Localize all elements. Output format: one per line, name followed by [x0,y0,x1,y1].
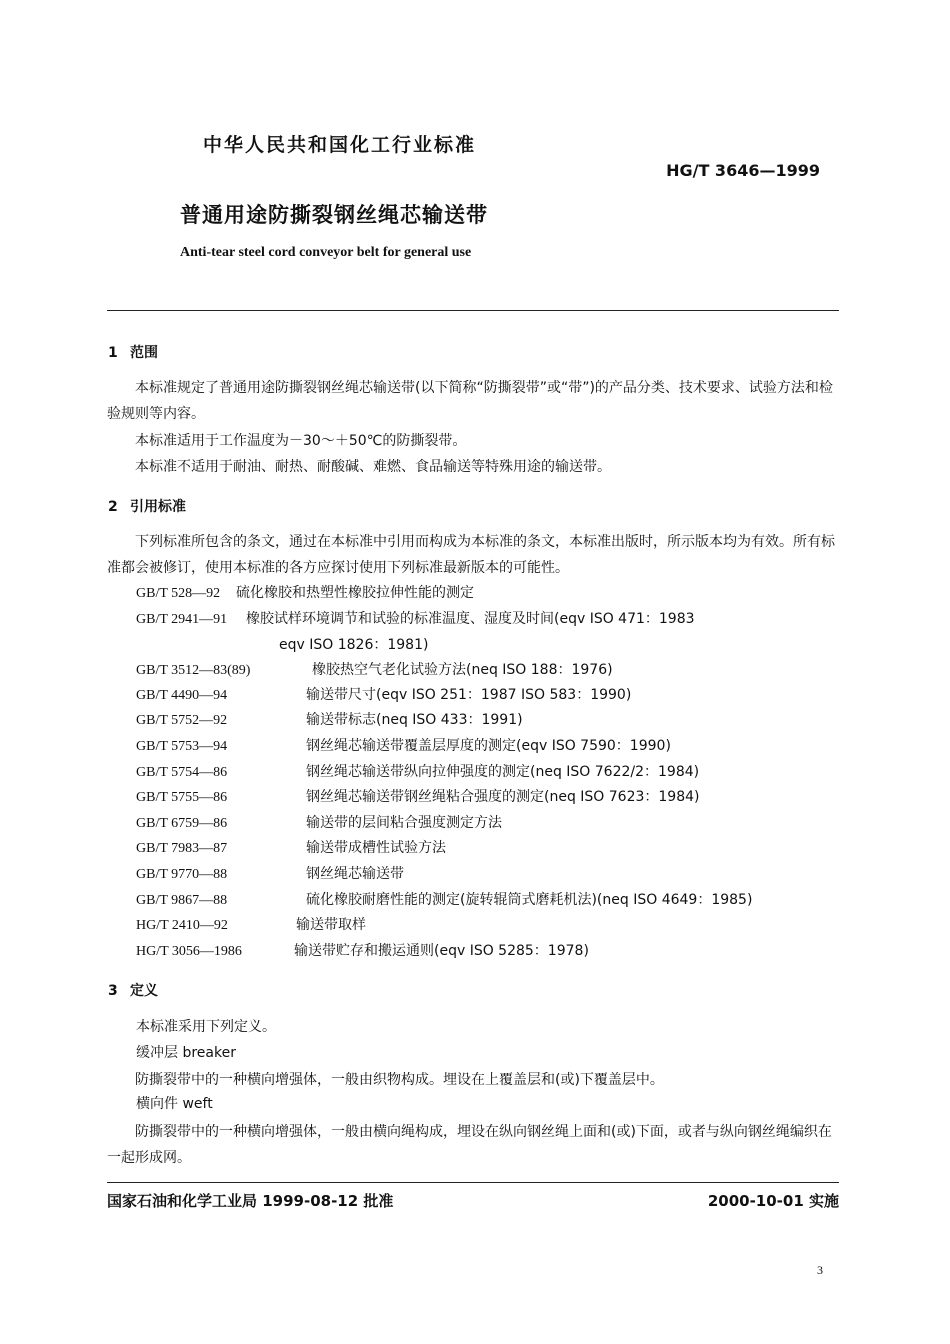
reference-code: HG/T 3056—1986 [136,944,242,959]
section-number: 3 [108,983,118,999]
section-title: 引用标准 [130,499,186,515]
reference-item [136,582,474,602]
definition-weft: 防撕裂带中的一种横向增强体，一般由横向绳构成，埋设在纵向钢丝绳上面和(或)下面，或者与纵向钢丝绳编织在一起形成网。 [107,1124,832,1166]
reference-item [136,889,752,909]
document-title: 普通用途防撕裂钢丝绳芯输送带 [180,203,488,227]
section-number: 2 [108,499,118,515]
reference-code: HG/T 2410—92 [136,918,228,933]
standard-number: HG/T 3646—1999 [666,161,820,180]
reference-title: 输送带成槽性试验方法 [306,840,446,856]
section-number: 1 [108,345,118,361]
page-number: 3 [817,1263,823,1277]
reference-code: GB/T 5754—86 [136,765,228,780]
reference-title: 输送带的层间粘合强度测定方法 [306,815,502,831]
reference-code: GB/T 6759—86 [136,816,228,831]
reference-title: 钢丝绳芯输送带纵向拉伸强度的测定(neq ISO 7622/2：1984) [306,764,700,780]
header-divider [107,310,839,311]
reference-title: 输送带标志(neq ISO 433：1991) [306,712,523,728]
section-1-paragraph-3: 本标准不适用于耐油、耐热、耐酸碱、难燃、食品输送等特殊用途的输送带。 [135,459,611,475]
reference-item [136,735,671,755]
reference-title: 输送带贮存和搬运通则(eqv ISO 5285：1978) [294,943,589,959]
implementation-date: 2000-10-01 实施 [707,1192,839,1210]
reference-title: 硫化橡胶耐磨性能的测定(旋转辊筒式磨耗机法)(neq ISO 4649：1985) [306,892,753,908]
reference-title: 钢丝绳芯输送带 [306,866,404,882]
reference-code: GB/T 4490—94 [136,688,228,703]
reference-title: 橡胶热空气老化试验方法(neq ISO 188：1976) [312,662,613,678]
reference-title: 输送带尺寸(eqv ISO 251：1987 ISO 583：1990) [306,687,632,703]
reference-item [136,914,366,934]
reference-item [136,837,446,857]
term-breaker: 缓冲层 breaker [136,1045,236,1061]
reference-code: GB/T 5755—86 [136,790,228,805]
section-2-intro: 下列标准所包含的条文，通过在本标准中引用而构成为本标准的条文，本标准出版时，所示版本均为有效。所有标准都会被修订，使用本标准的各方应探讨使用下列标准最新版本的可能性。 [107,534,835,576]
section-3-intro: 本标准采用下列定义。 [136,1019,276,1035]
definition-breaker: 防撕裂带中的一种横向增强体，一般由织物构成。埋设在上覆盖层和(或)下覆盖层中。 [135,1072,664,1088]
section-1-paragraph-2: 本标准适用于工作温度为－30～＋50℃的防撕裂带。 [135,433,467,449]
reference-code: GB/T 2941—91 [136,612,228,627]
reference-title: 输送带取样 [296,917,366,933]
section-3-heading [108,980,158,1000]
reference-item [136,786,700,806]
reference-code: GB/T 5753—94 [136,739,228,754]
reference-title: 橡胶试样环境调节和试验的标准温度、湿度及时间(eqv ISO 471：1983 [246,611,695,627]
reference-code: GB/T 7983—87 [136,841,228,856]
reference-title: 硫化橡胶和热塑性橡胶拉伸性能的测定 [236,585,474,601]
footer-divider [107,1182,839,1183]
document-title-english: Anti-tear steel cord conveyor belt for general use [180,245,472,260]
section-title: 定义 [130,983,158,999]
term-weft: 横向件 weft [136,1096,213,1112]
reference-item [136,659,613,679]
reference-title: 钢丝绳芯输送带覆盖层厚度的测定(eqv ISO 7590：1990) [306,738,671,754]
section-1-heading [108,342,158,362]
reference-item [136,684,631,704]
reference-item [136,940,589,960]
reference-code: GB/T 9770—88 [136,867,228,882]
section-title: 范围 [130,345,158,361]
reference-code: GB/T 5752—92 [136,713,228,728]
reference-continuation: eqv ISO 1826：1981) [279,637,429,653]
reference-item [136,863,404,883]
reference-code: GB/T 3512—83(89) [136,663,251,678]
reference-item [136,709,523,729]
reference-item [136,608,695,628]
reference-code: GB/T 9867—88 [136,893,228,908]
reference-title: 钢丝绳芯输送带钢丝绳粘合强度的测定(neq ISO 7623：1984) [306,789,700,805]
reference-item [136,812,502,832]
section-2-heading [108,496,186,516]
section-1-paragraph-1: 本标准规定了普通用途防撕裂钢丝绳芯输送带(以下简称“防撕裂带”或“带”)的产品分类、技术要求、试验方法和检验规则等内容。 [107,380,833,422]
issuing-authority-heading: 中华人民共和国化工行业标准 [203,134,477,156]
reference-item [136,761,699,781]
reference-code: GB/T 528—92 [136,586,221,601]
approval-statement: 国家石油和化学工业局 1999-08-12 批准 [107,1192,394,1210]
